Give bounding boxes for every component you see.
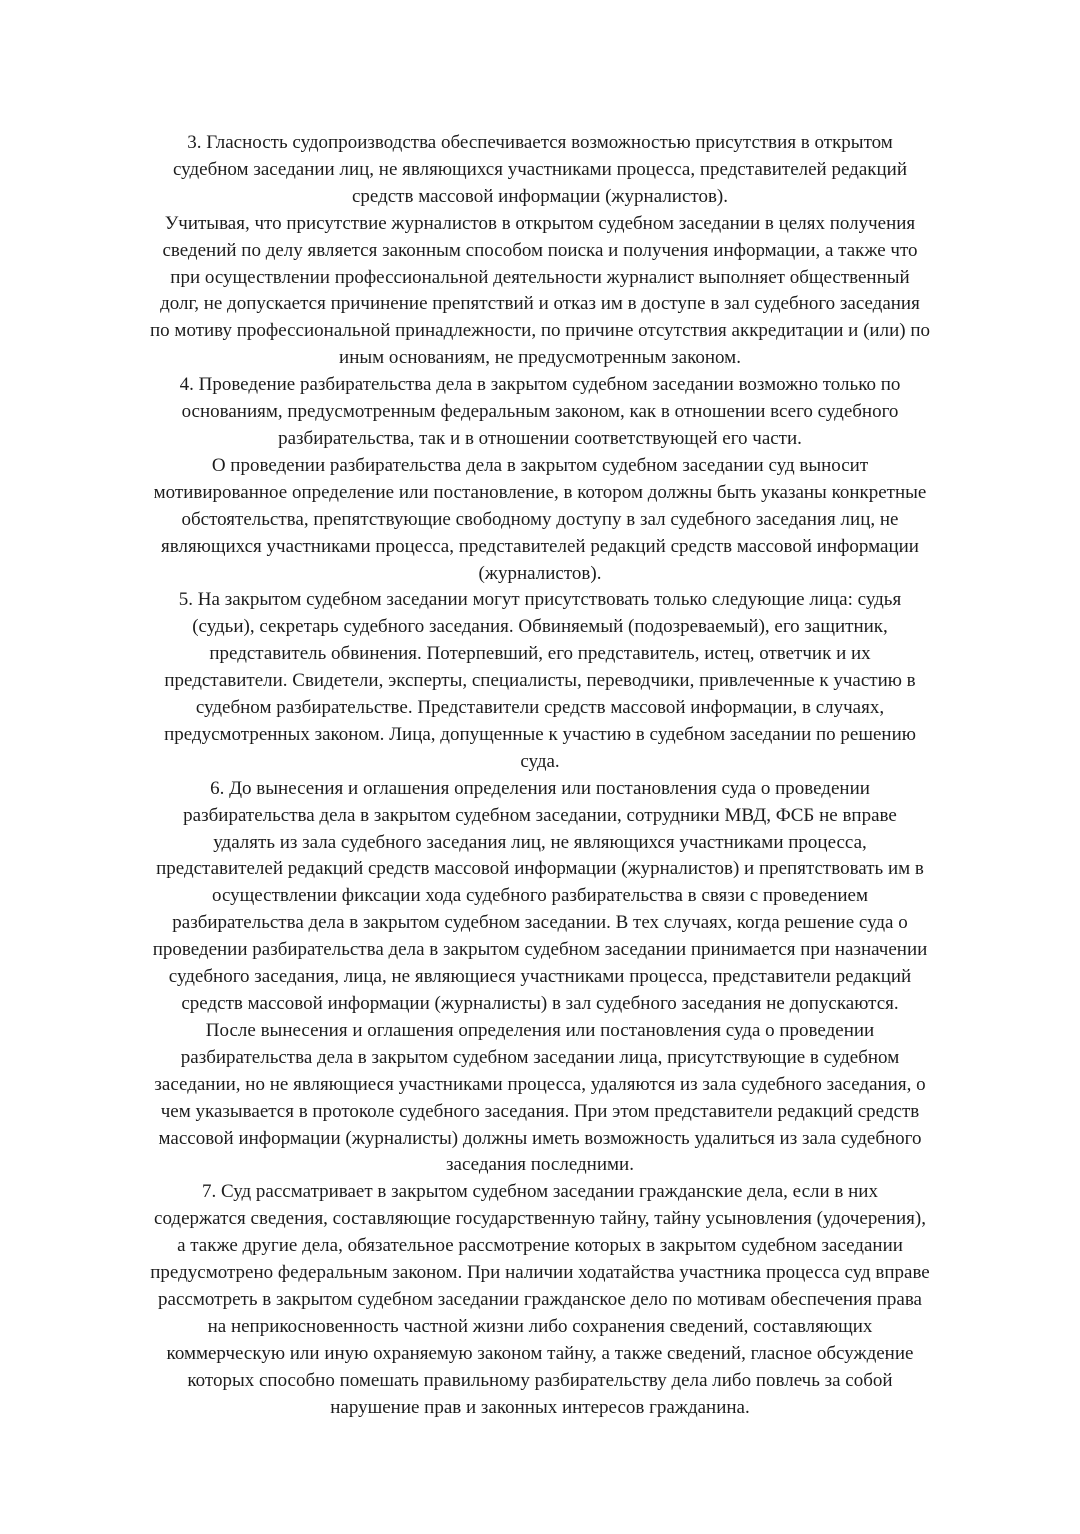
text-line: 7. Суд рассматривает в закрытом судебном заседании гражданские дела, если в них [202,1181,878,1203]
text-line: а также другие дела, обязательное рассмотрение которых в закрытом судебном заседании [177,1235,903,1257]
text-line: сведений по делу является законным способом поиска и получения информации, а также что [162,239,918,261]
paragraph-3-continuation [98,211,982,372]
text-line: предусмотрено федеральным законом. При наличии ходатайства участника процесса суд вправе [150,1262,930,1284]
text-line: разбирательства дела в закрытом судебном заседании. В тех случаях, когда решение суда о [172,912,908,934]
text-line: предусмотренных законом. Лица, допущенные к участию в судебном заседании по решению [164,723,916,745]
text-line: представителей редакций средств массовой информации (журналистов) и препятствовать им в [156,858,924,880]
text-line: средств массовой информации (журналистов). [351,185,729,207]
text-line: 6. До вынесения и оглашения определения или постановления суда о проведении [210,777,870,799]
text-line: содержатся сведения, составляющие государственную тайну, тайну усыновления (удочерения), [154,1208,926,1230]
text-line: средств массовой информации (журналисты) в зал судебного заседания не допускаются. [181,993,899,1014]
text-line: на неприкосновенность частной жизни либо сохранения сведений, составляющих [207,1315,873,1337]
text-line: (судьи), секретарь судебного заседания. Обвиняемый (подозреваемый), его защитник, [192,616,888,638]
text-line: 4. Проведение разбирательства дела в закрытом судебном заседании возможно только по [179,374,901,396]
paragraph-5 [98,587,982,775]
text-line: 3. Гласность судопроизводства обеспечивается возможностью присутствия в открытом [187,132,893,153]
text-line: при осуществлении профессиональной деятельности журналист выполняет общественный [170,266,910,288]
text-line: разбирательства дела в закрытом судебном заседании лица, присутствующие в судебном [180,1046,900,1068]
text-line: основаниям, предусмотренным федеральным законом, как в отношении всего судебного [181,401,899,423]
text-line: судебном заседании лиц, не являющихся участниками процесса, представителей редакций [173,158,907,180]
paragraph-3 [98,130,982,211]
paragraph-4 [98,372,982,453]
text-line: обстоятельства, препятствующие свободному доступу в зал судебного заседания лиц, не [181,508,899,530]
text-line: проведении разбирательства дела в закрытом судебном заседании принимается при назначении [152,939,928,961]
text-line: коммерческую или иную охраняемую законом тайну, а также сведений, гласное обсуждение [166,1342,914,1364]
text-line: Учитывая, что присутствие журналистов в открытом судебном заседании в целях получения [164,212,916,234]
text-line: судебного заседания, лица, не являющиеся участниками процесса, представители редакций [168,966,912,988]
text-line: нарушение прав и законных интересов гражданина. [330,1396,750,1418]
text-line: иным основаниям, не предусмотренным законом. [339,347,741,369]
text-line: представители. Свидетели, эксперты, специалисты, переводчики, привлеченные к участию в [164,670,916,692]
paragraph-6 [98,776,982,1018]
text-line: удалять из зала судебного заседания лиц, не являющихся участниками процесса, [213,831,867,853]
text-line: разбирательства дела в закрытом судебном заседании, сотрудники МВД, ФСБ не вправе [183,804,897,826]
text-line: суда. [520,750,560,772]
text-line: являющихся участниками процесса, представителей редакций средств массовой информации [161,535,919,557]
text-line: массовой информации (журналисты) должны иметь возможность удалиться из зала судебного [158,1127,922,1149]
text-line: долг, не допускается причинение препятствий и отказ им в доступе в зал судебного заседания [160,293,920,315]
text-line: (журналистов). [478,562,602,584]
document-text [98,0,982,1422]
paragraph-6-continuation [98,1018,982,1179]
text-line: судебном разбирательстве. Представители средств массовой информации, в случаях, [195,697,885,719]
text-line: О проведении разбирательства дела в закрытом судебном заседании суд выносит [211,454,869,476]
text-line: разбирательства, так и в отношении соответствующей его части. [278,427,802,449]
text-line: 5. На закрытом судебном заседании могут присутствовать только следующие лица: судья [178,589,902,611]
text-line: по мотиву профессиональной принадлежности, по причине отсутствия аккредитации и (или) по [150,320,930,342]
text-line: После вынесения и оглашения определения или постановления суда о проведении [205,1019,875,1041]
text-line: чем указывается в протоколе судебного заседания. При этом представители редакций средств [160,1100,920,1122]
paragraph-4-continuation [98,453,982,588]
text-line: осуществлении фиксации хода судебного разбирательства в связи с проведением [211,885,869,907]
text-line: мотивированное определение или постановление, в котором должны быть указаны конкретные [153,481,927,503]
text-line: рассмотреть в закрытом судебном заседании гражданское дело по мотивам обеспечения права [158,1288,922,1310]
text-line: которых способно помешать правильному разбирательству дела либо повлечь за собой [187,1369,893,1391]
paragraph-7 [98,1179,982,1421]
text-line: заседания последними. [446,1154,634,1176]
text-line: заседании, но не являющиеся участниками процесса, удаляются из зала судебного заседания, о [154,1073,926,1095]
text-line: представитель обвинения. Потерпевший, его представитель, истец, ответчик и их [209,643,871,665]
